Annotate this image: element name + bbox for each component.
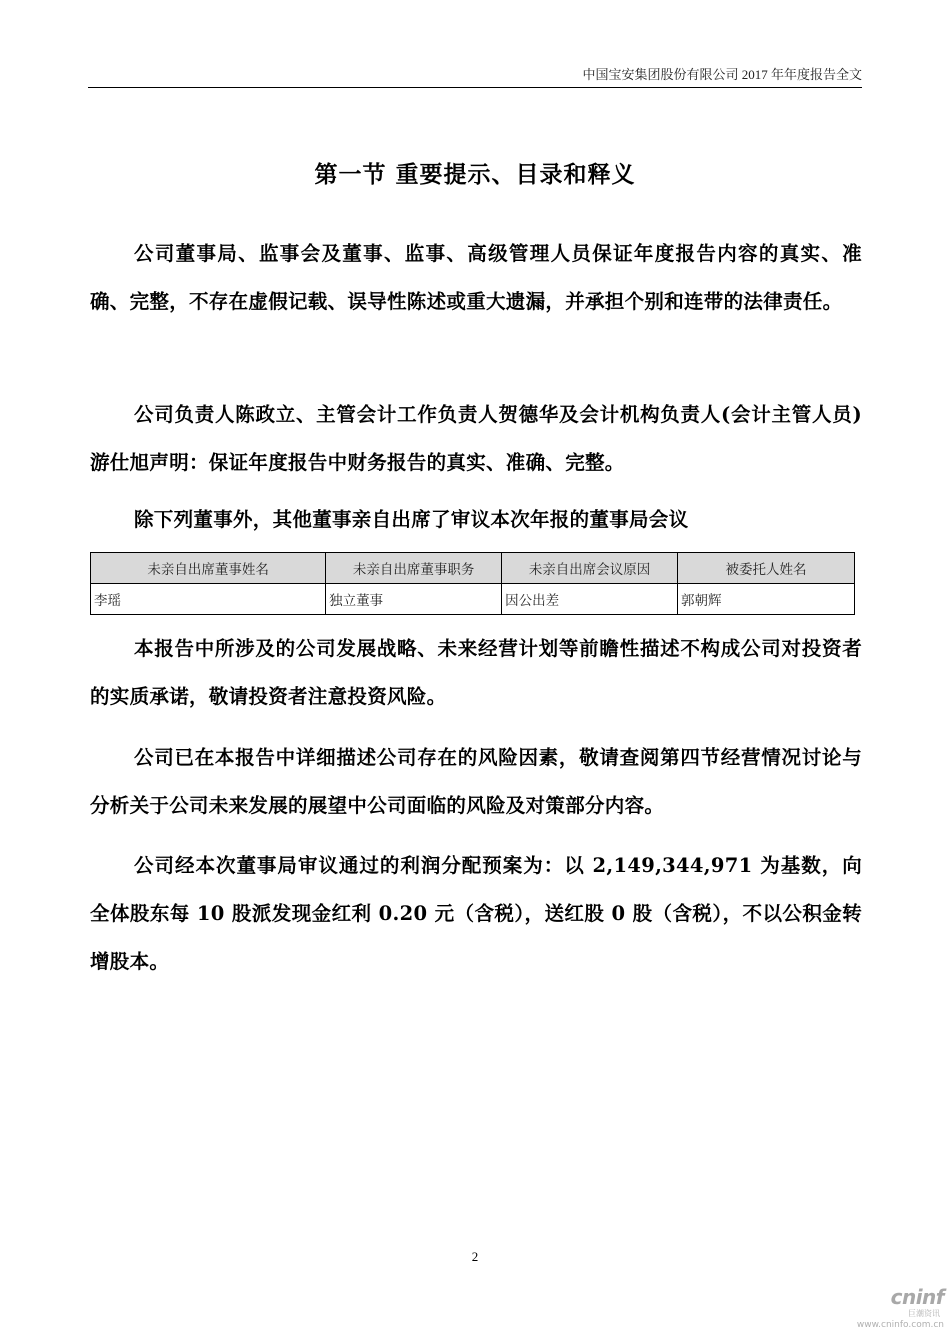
paragraph-profit-distribution: 公司经本次董事局审议通过的利润分配预案为：以 2,149,344,971 为基数，向全体股东每 10 股派发现金红利 0.20 元（含税），送红股 0 股（含税），不以公积金转增股本。 — [90, 854, 862, 973]
table-row — [91, 584, 855, 615]
table-header-cell: 未亲自出席会议原因 — [502, 553, 678, 584]
cninfo-logo: cninf — [890, 1285, 944, 1309]
paragraph-forward-looking-disclaimer: 本报告中所涉及的公司发展战略、未来经营计划等前瞻性描述不构成公司对投资者的实质承诺，敬请投资者注意投资风险。 — [90, 637, 862, 708]
cninfo-url: www.cninfo.com.cn — [856, 1320, 944, 1330]
table-header-row — [91, 553, 855, 584]
table-header-cell: 被委托人姓名 — [678, 553, 855, 584]
header-rule — [88, 87, 862, 88]
table-cell-proxy-name: 郭朝辉 — [678, 584, 855, 615]
table-cell-absence-reason: 因公出差 — [502, 584, 678, 615]
table-header-cell: 未亲自出席董事职务 — [326, 553, 502, 584]
section-title: 第一节 重要提示、目录和释义 — [314, 161, 636, 188]
paragraph-financial-statement-declaration: 公司负责人陈政立、主管会计工作负责人贺德华及会计机构负责人(会计主管人员)游仕旭声明：保证年度报告中财务报告的真实、准确、完整。 — [90, 403, 862, 474]
table-header-cell: 未亲自出席董事姓名 — [91, 553, 326, 584]
table-cell-director-name: 李瑶 — [91, 584, 326, 615]
cninfo-watermark — [838, 1285, 944, 1335]
page-number: 2 — [471, 1249, 479, 1264]
paragraph-responsibility-statement: 公司董事局、监事会及董事、监事、高级管理人员保证年度报告内容的真实、准确、完整，不存在虚假记载、误导性陈述或重大遗漏，并承担个别和连带的法律责任。 — [90, 242, 862, 313]
paragraph-absent-directors-intro: 除下列董事外，其他董事亲自出席了审议本次年报的董事局会议 — [134, 508, 689, 531]
table-cell-director-position: 独立董事 — [326, 584, 502, 615]
paragraph-risk-factors: 公司已在本报告中详细描述公司存在的风险因素，敬请查阅第四节经营情况讨论与分析关于公司未来发展的展望中公司面临的风险及对策部分内容。 — [90, 746, 862, 817]
absent-directors-table — [90, 552, 855, 615]
running-header: 中国宝安集团股份有限公司 2017 年年度报告全文 — [582, 67, 862, 82]
cninfo-logo-subtitle: 巨潮资讯 — [908, 1309, 940, 1318]
